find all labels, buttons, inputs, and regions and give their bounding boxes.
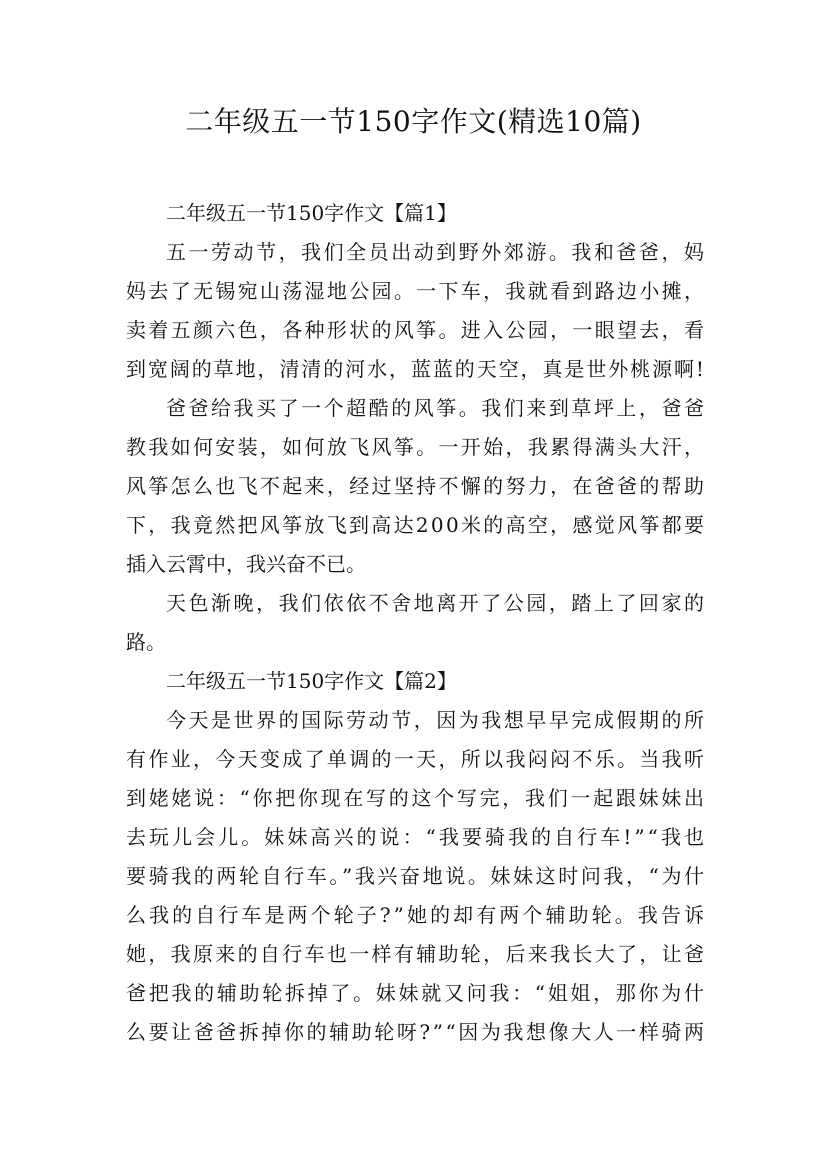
paragraph-line: 路。 (126, 630, 166, 654)
section-heading: 二年级五一节150字作文【篇2】 (166, 669, 457, 693)
paragraph-line: 插入云霄中，我兴奋不已。 (126, 552, 366, 576)
paragraph-line: 么要让爸爸拆掉你的辅助轮呀?”“因为我想像大人一样骑两 (126, 1020, 707, 1044)
paragraph-first-line: 天色渐晚，我们依依不舍地离开了公园，踏上了回家的 (166, 591, 707, 615)
paragraph-line: 爸把我的辅助轮拆掉了。妹妹就又问我：“姐姐，那你为什 (126, 981, 707, 1005)
document-body (126, 194, 708, 1052)
section-heading: 二年级五一节150字作文【篇1】 (166, 201, 457, 225)
paragraph-line: 她，我原来的自行车也一样有辅助轮，后来我长大了，让爸 (126, 942, 707, 966)
paragraph-first-line: 爸爸给我买了一个超酷的风筝。我们来到草坪上，爸爸 (166, 396, 707, 420)
paragraph-line: 风筝怎么也飞不起来，经过坚持不懈的努力，在爸爸的帮助 (126, 474, 707, 498)
paragraph-line: 到宽阔的草地，清清的河水，蓝蓝的天空，真是世外桃源啊! (126, 357, 706, 381)
paragraph-line: 妈去了无锡宛山荡湿地公园。一下车，我就看到路边小摊， (126, 279, 707, 303)
paragraph-first-line: 今天是世界的国际劳动节，因为我想早早完成假期的所 (166, 708, 707, 732)
paragraph-line: 去玩儿会儿。妹妹高兴的说：“我要骑我的自行车!”“我也 (126, 825, 708, 849)
paragraph-line: 到姥姥说：“你把你现在写的这个写完，我们一起跟妹妹出 (126, 786, 707, 810)
paragraph-line: 有作业，今天变成了单调的一天，所以我闷闷不乐。当我听 (126, 747, 707, 771)
paragraph-first-line: 五一劳动节，我们全员出动到野外郊游。我和爸爸，妈 (166, 240, 707, 264)
paragraph-line: 教我如何安装，如何放飞风筝。一开始，我累得满头大汗， (126, 435, 707, 459)
paragraph-line: 下，我竟然把风筝放飞到高达200米的高空，感觉风筝都要 (126, 513, 707, 537)
paragraph-line: 卖着五颜六色，各种形状的风筝。进入公园，一眼望去，看 (126, 318, 707, 342)
document-title: 二年级五一节150字作文(精选10篇) (185, 105, 642, 138)
paragraph-line: 要骑我的两轮自行车。”我兴奋地说。妹妹这时问我，“为什 (126, 864, 707, 888)
paragraph-line: 么我的自行车是两个轮子?”她的却有两个辅助轮。我告诉 (126, 903, 708, 927)
